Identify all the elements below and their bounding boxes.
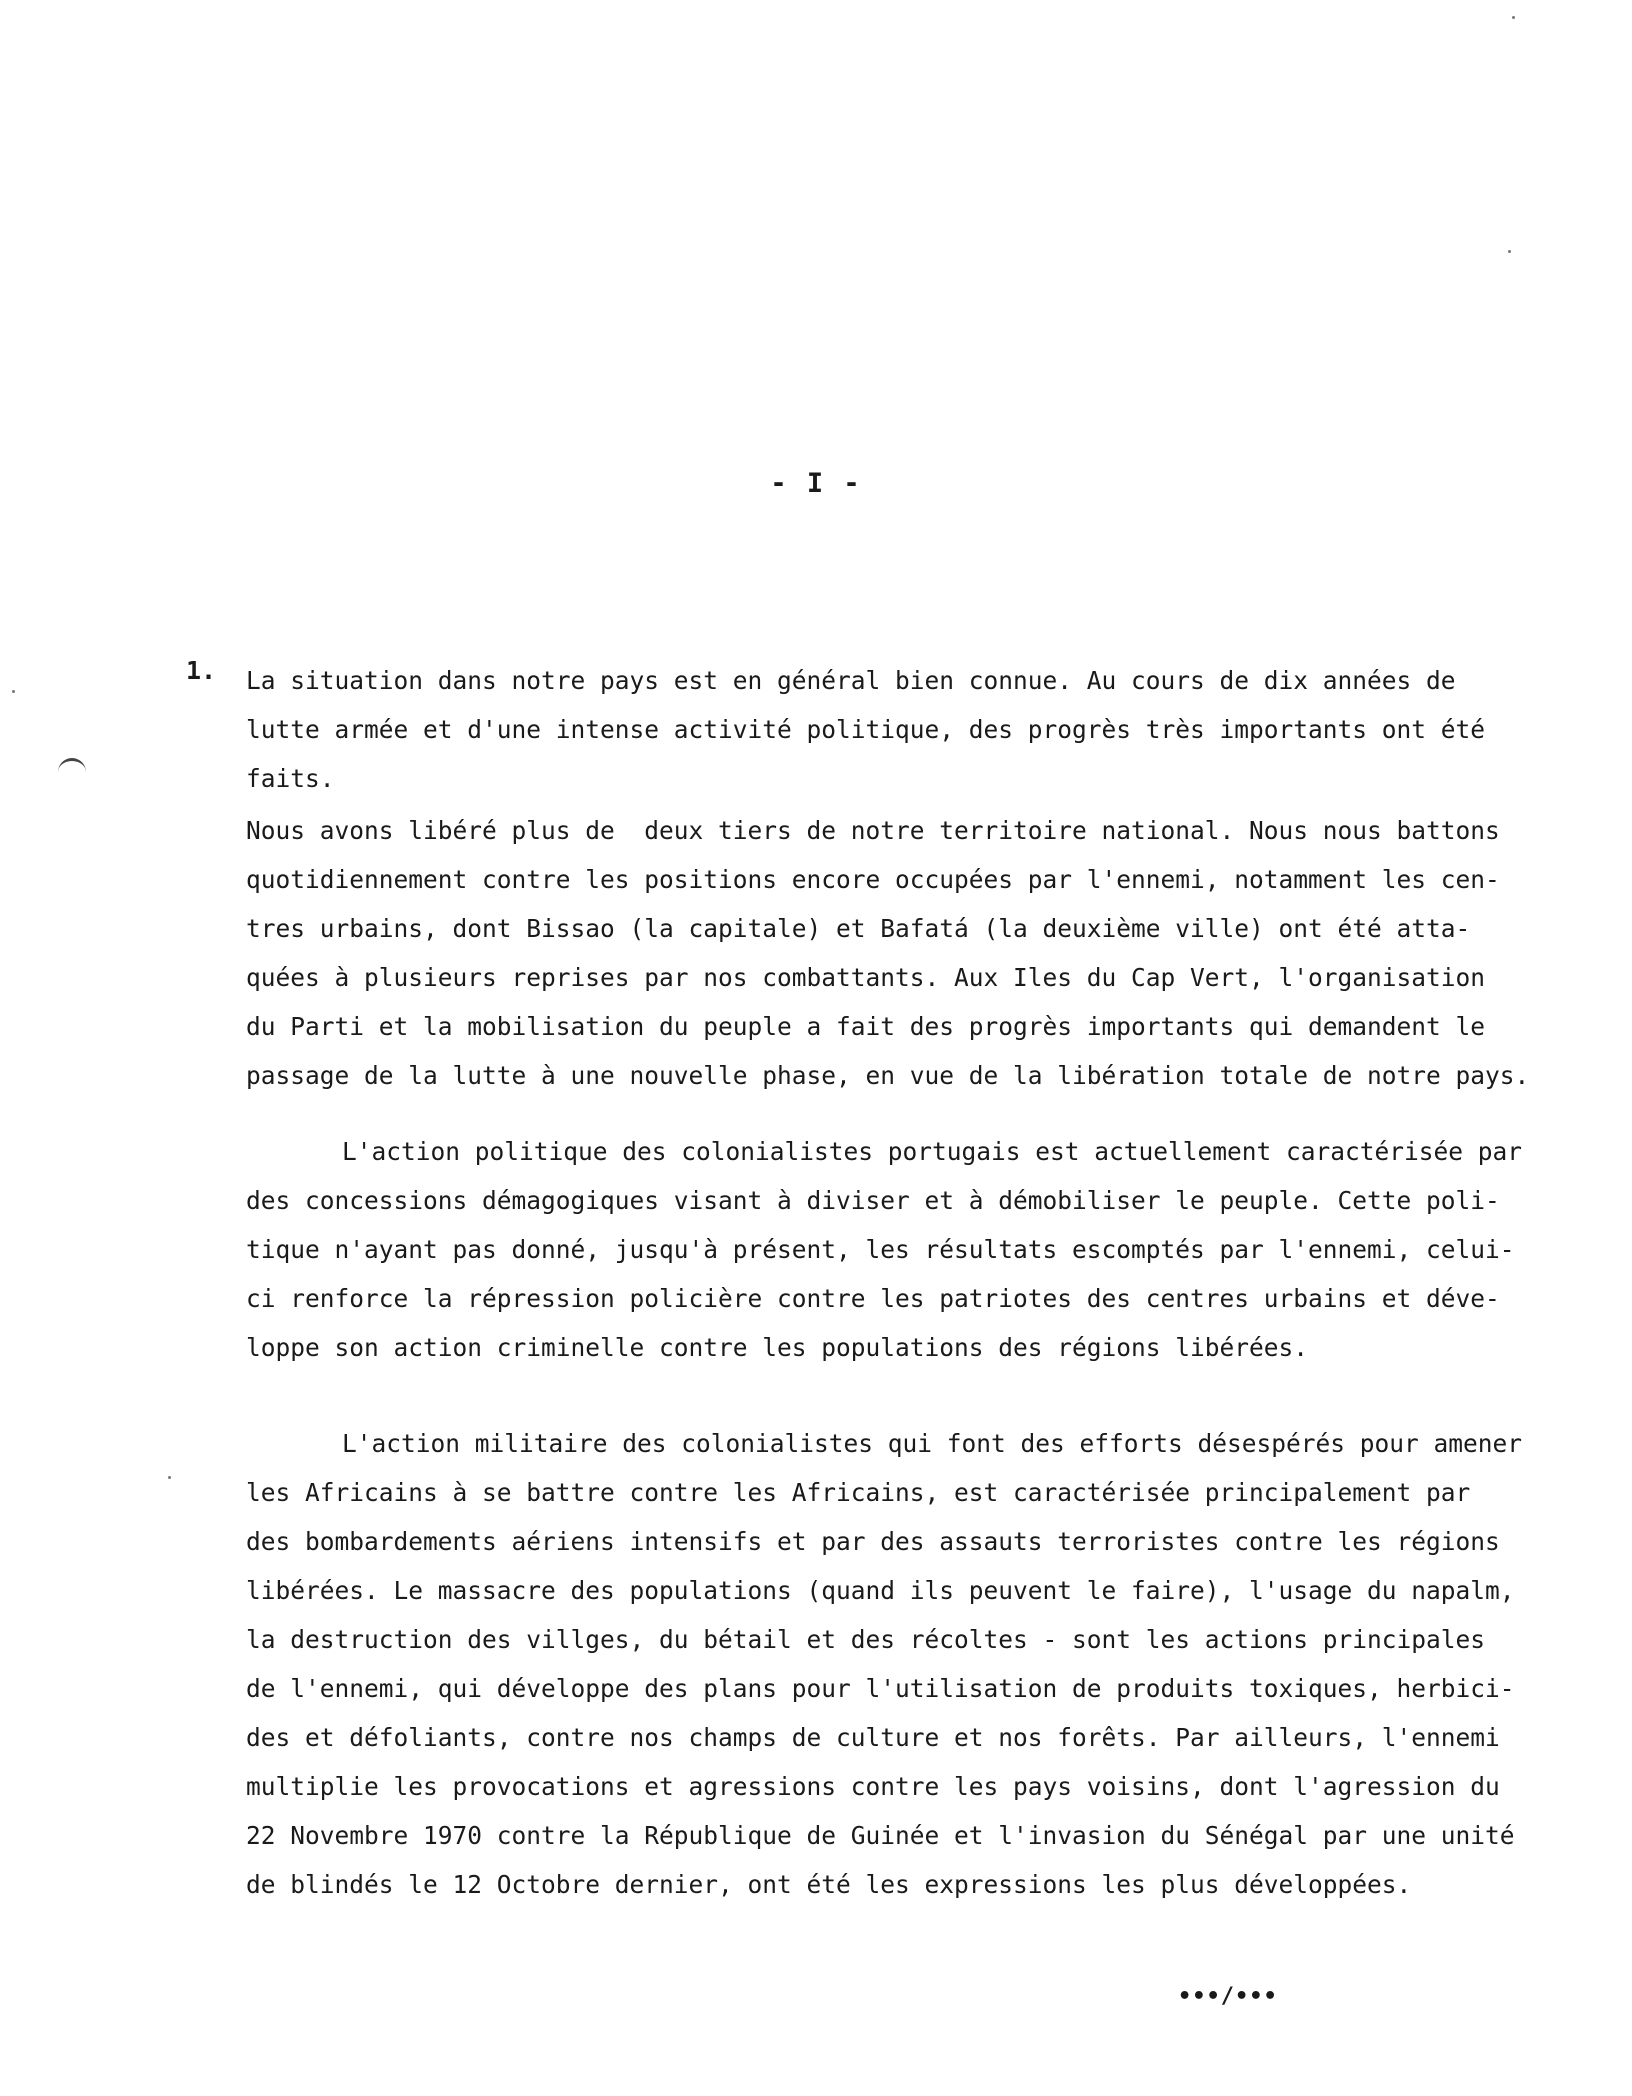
scan-speck bbox=[12, 690, 15, 693]
scan-smudge bbox=[58, 758, 86, 773]
text-line: loppe son action criminelle contre les populations des régions libérées. bbox=[246, 1333, 1309, 1362]
text-line: du Parti et la mobilisation du peuple a fait des progrès importants qui demandent le bbox=[246, 1012, 1486, 1041]
text-line: lutte armée et d'une intense activité politique, des progrès très importants ont été bbox=[246, 715, 1486, 744]
text-line: L'action politique des colonialistes portugais est actuellement caractérisée par bbox=[342, 1137, 1523, 1166]
text-line: multiplie les provocations et agressions contre les pays voisins, dont l'agression du bbox=[246, 1772, 1500, 1801]
text-line: des concessions démagogiques visant à diviser et à démobiliser le peuple. Cette poli- bbox=[246, 1186, 1500, 1215]
text-line: La situation dans notre pays est en général bien connue. Au cours de dix années de bbox=[246, 666, 1456, 695]
paragraph-1 bbox=[246, 656, 1586, 803]
text-line: quées à plusieurs reprises par nos combattants. Aux Iles du Cap Vert, l'organisation bbox=[246, 963, 1486, 992]
scan-speck bbox=[1508, 250, 1511, 253]
text-line: quotidiennement contre les positions encore occupées par l'ennemi, notamment les cen- bbox=[246, 865, 1500, 894]
text-line: libérées. Le massacre des populations (quand ils peuvent le faire), l'usage du napalm, bbox=[246, 1576, 1515, 1605]
text-line: tres urbains, dont Bissao (la capitale) et Bafatá (la deuxième ville) ont été atta- bbox=[246, 914, 1471, 943]
scan-speck bbox=[168, 1476, 171, 1479]
text-line: 22 Novembre 1970 contre la République de Guinée et l'invasion du Sénégal par une unité bbox=[246, 1821, 1515, 1850]
paragraph-2 bbox=[246, 806, 1586, 1100]
paragraph-4 bbox=[246, 1419, 1586, 1909]
text-line: de blindés le 12 Octobre dernier, ont été les expressions les plus développées. bbox=[246, 1870, 1412, 1899]
text-line: Nous avons libéré plus de deux tiers de notre territoire national. Nous nous battons bbox=[246, 816, 1500, 845]
text-line: la destruction des villges, du bétail et des récoltes - sont les actions principales bbox=[246, 1625, 1486, 1654]
text-line: les Africains à se battre contre les Africains, est caractérisée principalement par bbox=[246, 1478, 1471, 1507]
text-line: faits. bbox=[246, 764, 335, 793]
text-line: tique n'ayant pas donné, jusqu'à présent, les résultats escomptés par l'ennemi, celui- bbox=[246, 1235, 1515, 1264]
paragraph-3 bbox=[246, 1127, 1586, 1372]
text-line: ci renforce la répression policière contre les patriotes des centres urbains et déve- bbox=[246, 1284, 1500, 1313]
scan-speck bbox=[1512, 16, 1515, 19]
item-number: 1. bbox=[186, 656, 217, 685]
text-line: passage de la lutte à une nouvelle phase, en vue de la libération totale de notre pays. bbox=[246, 1061, 1530, 1090]
page-continuation-mark: •••/••• bbox=[1178, 1984, 1278, 2009]
text-line: des bombardements aériens intensifs et par des assauts terroristes contre les régions bbox=[246, 1527, 1500, 1556]
section-heading: - I - bbox=[770, 468, 862, 499]
text-line: L'action militaire des colonialistes qui font des efforts désespérés pour amener bbox=[342, 1429, 1523, 1458]
text-line: des et défoliants, contre nos champs de culture et nos forêts. Par ailleurs, l'ennemi bbox=[246, 1723, 1500, 1752]
text-line: de l'ennemi, qui développe des plans pour l'utilisation de produits toxiques, herbici- bbox=[246, 1674, 1515, 1703]
